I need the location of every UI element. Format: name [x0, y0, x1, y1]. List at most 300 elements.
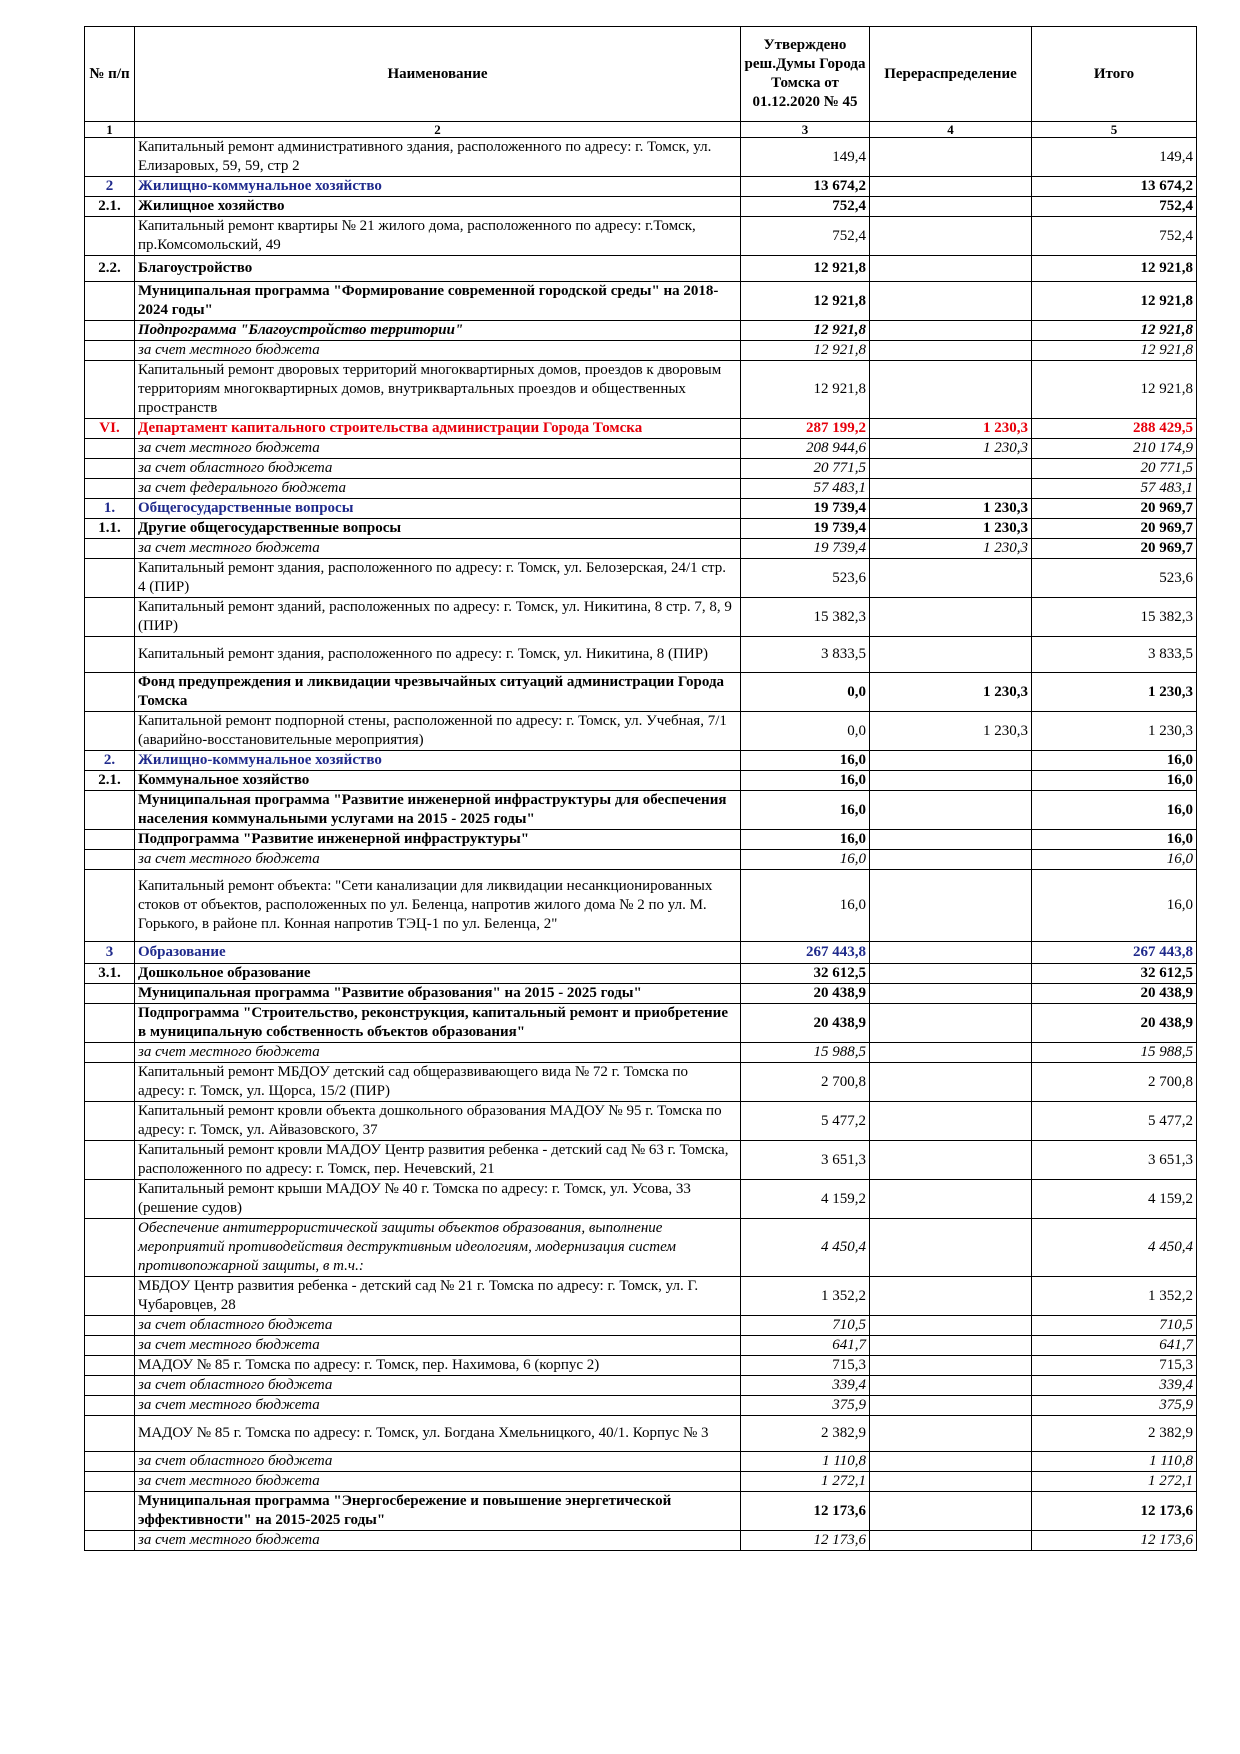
row-total: 5 477,2: [1032, 1102, 1197, 1141]
row-name: Капитальный ремонт дворовых территорий многоквартирных домов, проездов к дворовым территориям многоквартирных домов, внутриквартальных проездов и общественных пространств: [135, 361, 741, 419]
column-number: 1: [85, 122, 135, 138]
row-name: Капитальный ремонт кровли объекта дошкольного образования МАДОУ № 95 г. Томска по адресу: г. Томск, ул. Айвазовского, 37: [135, 1102, 741, 1141]
row-name: за счет местного бюджета: [135, 850, 741, 870]
row-redistribution: [870, 751, 1032, 771]
row-name: Муниципальная программа "Развитие образования" на 2015 - 2025 годы": [135, 984, 741, 1004]
row-total: 710,5: [1032, 1316, 1197, 1336]
row-name: за счет областного бюджета: [135, 1452, 741, 1472]
row-number: VI.: [85, 419, 135, 439]
table-row: [85, 1492, 1197, 1531]
row-number: [85, 439, 135, 459]
row-approved: 15 988,5: [741, 1043, 870, 1063]
row-number: [85, 1063, 135, 1102]
row-redistribution: [870, 1180, 1032, 1219]
row-redistribution: 1 230,3: [870, 673, 1032, 712]
row-name: Капитальный ремонт крыши МАДОУ № 40 г. Томска по адресу: г. Томск, ул. Усова, 33 (решение судов): [135, 1180, 741, 1219]
row-name: за счет федерального бюджета: [135, 479, 741, 499]
row-number: 2.: [85, 751, 135, 771]
row-approved: 12 173,6: [741, 1492, 870, 1531]
column-number-row: [85, 122, 1197, 138]
row-approved: 2 382,9: [741, 1416, 870, 1452]
row-name: Капитальный ремонт здания, расположенного по адресу: г. Томск, ул. Белозерская, 24/1 стр. 4 (ПИР): [135, 559, 741, 598]
row-redistribution: 1 230,3: [870, 519, 1032, 539]
table-row: [85, 559, 1197, 598]
row-total: 2 700,8: [1032, 1063, 1197, 1102]
row-total: 15 382,3: [1032, 598, 1197, 637]
row-total: 1 272,1: [1032, 1472, 1197, 1492]
row-approved: 0,0: [741, 673, 870, 712]
row-name: Образование: [135, 942, 741, 964]
row-name: Муниципальная программа "Энергосбережение и повышение энергетической эффективности" на 2015-2025 годы": [135, 1492, 741, 1531]
row-total: 16,0: [1032, 870, 1197, 942]
row-redistribution: [870, 1472, 1032, 1492]
row-name: Благоустройство: [135, 256, 741, 282]
table-row: [85, 439, 1197, 459]
row-redistribution: [870, 870, 1032, 942]
row-approved: 12 921,8: [741, 321, 870, 341]
table-row: [85, 984, 1197, 1004]
row-redistribution: [870, 984, 1032, 1004]
row-approved: 641,7: [741, 1336, 870, 1356]
row-approved: 32 612,5: [741, 964, 870, 984]
row-number: [85, 1219, 135, 1277]
table-row: [85, 1336, 1197, 1356]
row-total: 4 450,4: [1032, 1219, 1197, 1277]
row-redistribution: [870, 1277, 1032, 1316]
row-number: [85, 1004, 135, 1043]
row-redistribution: [870, 321, 1032, 341]
row-name: за счет местного бюджета: [135, 1472, 741, 1492]
row-number: [85, 1376, 135, 1396]
row-number: [85, 673, 135, 712]
row-name: Подпрограмма "Строительство, реконструкция, капитальный ремонт и приобретение в муниципальную собственность объектов образования": [135, 1004, 741, 1043]
row-redistribution: [870, 942, 1032, 964]
row-approved: 19 739,4: [741, 499, 870, 519]
row-approved: 752,4: [741, 217, 870, 256]
row-redistribution: [870, 1356, 1032, 1376]
row-name: Другие общегосударственные вопросы: [135, 519, 741, 539]
table-row: [85, 256, 1197, 282]
table-row: [85, 321, 1197, 341]
row-number: [85, 1180, 135, 1219]
row-approved: 15 382,3: [741, 598, 870, 637]
row-total: 13 674,2: [1032, 177, 1197, 197]
row-total: 210 174,9: [1032, 439, 1197, 459]
row-name: Коммунальное хозяйство: [135, 771, 741, 791]
row-redistribution: [870, 1316, 1032, 1336]
row-redistribution: [870, 217, 1032, 256]
row-approved: 20 438,9: [741, 1004, 870, 1043]
row-number: [85, 559, 135, 598]
header-total: Итого: [1032, 27, 1197, 122]
row-name: Подпрограмма "Развитие инженерной инфраструктуры": [135, 830, 741, 850]
row-redistribution: [870, 1043, 1032, 1063]
row-total: 16,0: [1032, 830, 1197, 850]
row-approved: 2 700,8: [741, 1063, 870, 1102]
row-total: 1 230,3: [1032, 712, 1197, 751]
row-number: [85, 830, 135, 850]
row-number: [85, 1356, 135, 1376]
row-redistribution: [870, 1141, 1032, 1180]
row-redistribution: [870, 361, 1032, 419]
row-approved: 523,6: [741, 559, 870, 598]
table-row: [85, 1141, 1197, 1180]
header-number: № п/п: [85, 27, 135, 122]
row-number: [85, 1452, 135, 1472]
row-total: 2 382,9: [1032, 1416, 1197, 1452]
row-number: [85, 217, 135, 256]
row-name: Капитальный ремонт объекта: "Сети канализации для ликвидации несанкционированных стоков от объектов, расположенных по ул. Беленца, напротив жилого дома № 2 по ул. М. Горького, в районе пл. Конная напротив ТЭЦ-1 по ул. Беленца, 2": [135, 870, 741, 942]
row-approved: 1 352,2: [741, 1277, 870, 1316]
row-approved: 752,4: [741, 197, 870, 217]
row-total: 20 969,7: [1032, 519, 1197, 539]
row-name: Департамент капитального строительства администрации Города Томска: [135, 419, 741, 439]
row-number: [85, 712, 135, 751]
table-row: [85, 1356, 1197, 1376]
row-approved: 4 159,2: [741, 1180, 870, 1219]
row-redistribution: 1 230,3: [870, 419, 1032, 439]
table-row: [85, 1004, 1197, 1043]
table-row: [85, 964, 1197, 984]
row-redistribution: [870, 256, 1032, 282]
row-total: 16,0: [1032, 771, 1197, 791]
row-total: 15 988,5: [1032, 1043, 1197, 1063]
row-name: Общегосударственные вопросы: [135, 499, 741, 519]
row-number: [85, 1416, 135, 1452]
row-approved: 208 944,6: [741, 439, 870, 459]
row-total: 1 110,8: [1032, 1452, 1197, 1472]
row-name: Жилищное хозяйство: [135, 197, 741, 217]
row-approved: 1 272,1: [741, 1472, 870, 1492]
column-number: 2: [135, 122, 741, 138]
row-number: [85, 361, 135, 419]
row-total: 20 771,5: [1032, 459, 1197, 479]
row-name: Капитальный ремонт здания, расположенного по адресу: г. Томск, ул. Никитина, 8 (ПИР): [135, 637, 741, 673]
row-total: 16,0: [1032, 751, 1197, 771]
row-number: [85, 1043, 135, 1063]
row-name: за счет областного бюджета: [135, 459, 741, 479]
table-row: [85, 942, 1197, 964]
row-number: [85, 870, 135, 942]
row-total: 752,4: [1032, 197, 1197, 217]
row-redistribution: [870, 1336, 1032, 1356]
row-approved: 16,0: [741, 850, 870, 870]
table-row: [85, 751, 1197, 771]
row-total: 20 438,9: [1032, 984, 1197, 1004]
column-number: 3: [741, 122, 870, 138]
row-name: Капитальный ремонт зданий, расположенных по адресу: г. Томск, ул. Никитина, 8 стр. 7, 8, 9 (ПИР): [135, 598, 741, 637]
row-number: 2: [85, 177, 135, 197]
row-approved: 16,0: [741, 870, 870, 942]
row-total: 57 483,1: [1032, 479, 1197, 499]
row-total: 12 921,8: [1032, 256, 1197, 282]
row-total: 12 173,6: [1032, 1492, 1197, 1531]
row-name: МАДОУ № 85 г. Томска по адресу: г. Томск, ул. Богдана Хмельницкого, 40/1. Корпус № 3: [135, 1416, 741, 1452]
row-approved: 12 921,8: [741, 256, 870, 282]
row-approved: 710,5: [741, 1316, 870, 1336]
row-redistribution: [870, 1376, 1032, 1396]
column-number: 5: [1032, 122, 1197, 138]
row-name: за счет областного бюджета: [135, 1316, 741, 1336]
table-row: [85, 637, 1197, 673]
row-total: 339,4: [1032, 1376, 1197, 1396]
row-redistribution: [870, 637, 1032, 673]
row-redistribution: [870, 197, 1032, 217]
row-number: [85, 1531, 135, 1551]
row-redistribution: [870, 1492, 1032, 1531]
row-number: [85, 341, 135, 361]
table-row: [85, 1396, 1197, 1416]
row-total: 288 429,5: [1032, 419, 1197, 439]
table-row: [85, 1277, 1197, 1316]
budget-table: [84, 26, 1197, 1551]
row-approved: 19 739,4: [741, 539, 870, 559]
row-total: 20 969,7: [1032, 539, 1197, 559]
row-number: [85, 479, 135, 499]
table-row: [85, 771, 1197, 791]
row-name: за счет местного бюджета: [135, 439, 741, 459]
table-body: [85, 138, 1197, 1551]
row-approved: 375,9: [741, 1396, 870, 1416]
row-redistribution: [870, 1416, 1032, 1452]
row-number: [85, 1102, 135, 1141]
row-number: [85, 321, 135, 341]
row-total: 715,3: [1032, 1356, 1197, 1376]
row-name: Капитальный ремонт кровли МАДОУ Центр развития ребенка - детский сад № 63 г. Томска, расположенного по адресу: г. Томск, пер. Нечевский, 21: [135, 1141, 741, 1180]
row-name: за счет местного бюджета: [135, 1531, 741, 1551]
row-number: [85, 598, 135, 637]
table-row: [85, 598, 1197, 637]
row-redistribution: 1 230,3: [870, 439, 1032, 459]
row-total: 267 443,8: [1032, 942, 1197, 964]
row-name: Обеспечение антитеррористической защиты объектов образования, выполнение мероприятий противодействия деструктивным идеологиям, модернизация систем противопожарной защиты, в т.ч.:: [135, 1219, 741, 1277]
table-row: [85, 870, 1197, 942]
row-approved: 339,4: [741, 1376, 870, 1396]
row-number: [85, 459, 135, 479]
row-redistribution: [870, 771, 1032, 791]
row-approved: 16,0: [741, 771, 870, 791]
table-row: [85, 850, 1197, 870]
table-row: [85, 1416, 1197, 1452]
row-approved: 19 739,4: [741, 519, 870, 539]
row-total: 12 173,6: [1032, 1531, 1197, 1551]
row-number: 3: [85, 942, 135, 964]
row-approved: 20 771,5: [741, 459, 870, 479]
row-name: Муниципальная программа "Формирование современной городской среды" на 2018-2024 годы": [135, 282, 741, 321]
budget-table-page: [84, 26, 1196, 1551]
row-number: 1.1.: [85, 519, 135, 539]
header-redistribution: Перераспределение: [870, 27, 1032, 122]
row-number: [85, 282, 135, 321]
table-row: [85, 1531, 1197, 1551]
row-number: [85, 1396, 135, 1416]
table-row: [85, 712, 1197, 751]
row-total: 149,4: [1032, 138, 1197, 177]
row-name: Подпрограмма "Благоустройство территории": [135, 321, 741, 341]
table-row: [85, 673, 1197, 712]
row-name: МАДОУ № 85 г. Томска по адресу: г. Томск, пер. Нахимова, 6 (корпус 2): [135, 1356, 741, 1376]
row-total: 12 921,8: [1032, 341, 1197, 361]
row-approved: 3 651,3: [741, 1141, 870, 1180]
row-total: 3 833,5: [1032, 637, 1197, 673]
row-total: 20 438,9: [1032, 1004, 1197, 1043]
table-row: [85, 1043, 1197, 1063]
row-redistribution: [870, 791, 1032, 830]
row-approved: 0,0: [741, 712, 870, 751]
row-redistribution: [870, 282, 1032, 321]
row-name: Капитальной ремонт подпорной стены, расположенной по адресу: г. Томск, ул. Учебная, 7/1 (аварийно-восстановительные мероприятия): [135, 712, 741, 751]
row-total: 523,6: [1032, 559, 1197, 598]
row-total: 375,9: [1032, 1396, 1197, 1416]
table-row: [85, 791, 1197, 830]
row-name: Фонд предупреждения и ликвидации чрезвычайных ситуаций администрации Города Томска: [135, 673, 741, 712]
table-row: [85, 1102, 1197, 1141]
table-row: [85, 539, 1197, 559]
row-name: за счет областного бюджета: [135, 1376, 741, 1396]
table-row: [85, 1219, 1197, 1277]
row-number: [85, 1141, 135, 1180]
row-redistribution: [870, 850, 1032, 870]
row-redistribution: [870, 177, 1032, 197]
table-row: [85, 479, 1197, 499]
row-number: [85, 984, 135, 1004]
row-name: Дошкольное образование: [135, 964, 741, 984]
row-approved: 5 477,2: [741, 1102, 870, 1141]
row-redistribution: [870, 830, 1032, 850]
row-redistribution: [870, 1063, 1032, 1102]
row-total: 3 651,3: [1032, 1141, 1197, 1180]
table-row: [85, 1452, 1197, 1472]
row-redistribution: [870, 964, 1032, 984]
table-row: [85, 1376, 1197, 1396]
table-row: [85, 138, 1197, 177]
column-number: 4: [870, 122, 1032, 138]
row-name: за счет местного бюджета: [135, 539, 741, 559]
row-approved: 12 921,8: [741, 361, 870, 419]
row-total: 1 352,2: [1032, 1277, 1197, 1316]
table-row: [85, 217, 1197, 256]
row-approved: 287 199,2: [741, 419, 870, 439]
row-redistribution: [870, 559, 1032, 598]
row-redistribution: [870, 598, 1032, 637]
row-total: 32 612,5: [1032, 964, 1197, 984]
table-row: [85, 197, 1197, 217]
row-approved: 3 833,5: [741, 637, 870, 673]
header-approved: Утверждено реш.Думы Города Томска от 01.12.2020 № 45: [741, 27, 870, 122]
row-redistribution: [870, 138, 1032, 177]
row-approved: 16,0: [741, 791, 870, 830]
row-approved: 149,4: [741, 138, 870, 177]
row-approved: 16,0: [741, 830, 870, 850]
table-row: [85, 1063, 1197, 1102]
row-approved: 12 173,6: [741, 1531, 870, 1551]
row-number: [85, 539, 135, 559]
row-approved: 16,0: [741, 751, 870, 771]
row-total: 641,7: [1032, 1336, 1197, 1356]
row-approved: 1 110,8: [741, 1452, 870, 1472]
row-approved: 57 483,1: [741, 479, 870, 499]
row-approved: 13 674,2: [741, 177, 870, 197]
table-row: [85, 519, 1197, 539]
table-row: [85, 499, 1197, 519]
row-total: 1 230,3: [1032, 673, 1197, 712]
table-row: [85, 1316, 1197, 1336]
row-number: [85, 1492, 135, 1531]
row-redistribution: [870, 1452, 1032, 1472]
row-redistribution: [870, 479, 1032, 499]
row-name: за счет местного бюджета: [135, 1336, 741, 1356]
table-row: [85, 1180, 1197, 1219]
row-number: [85, 791, 135, 830]
row-number: 3.1.: [85, 964, 135, 984]
row-total: 12 921,8: [1032, 361, 1197, 419]
row-redistribution: 1 230,3: [870, 712, 1032, 751]
row-number: 2.1.: [85, 197, 135, 217]
row-number: 2.2.: [85, 256, 135, 282]
row-total: 752,4: [1032, 217, 1197, 256]
row-name: за счет местного бюджета: [135, 1043, 741, 1063]
row-redistribution: [870, 459, 1032, 479]
row-number: 1.: [85, 499, 135, 519]
row-name: Жилищно-коммунальное хозяйство: [135, 177, 741, 197]
row-name: Жилищно-коммунальное хозяйство: [135, 751, 741, 771]
row-approved: 715,3: [741, 1356, 870, 1376]
table-row: [85, 361, 1197, 419]
row-approved: 12 921,8: [741, 282, 870, 321]
header-row: [85, 27, 1197, 122]
row-total: 20 969,7: [1032, 499, 1197, 519]
row-approved: 4 450,4: [741, 1219, 870, 1277]
table-row: [85, 1472, 1197, 1492]
row-name: МБДОУ Центр развития ребенка - детский сад № 21 г. Томска по адресу: г. Томск, ул. Г. Чубаровцев, 28: [135, 1277, 741, 1316]
row-number: [85, 1316, 135, 1336]
row-redistribution: [870, 1219, 1032, 1277]
row-name: Капитальный ремонт квартиры № 21 жилого дома, расположенного по адресу: г.Томск, пр.Комсомольский, 49: [135, 217, 741, 256]
table-row: [85, 459, 1197, 479]
row-redistribution: [870, 341, 1032, 361]
row-total: 16,0: [1032, 791, 1197, 830]
row-number: [85, 850, 135, 870]
row-redistribution: 1 230,3: [870, 539, 1032, 559]
row-number: [85, 1336, 135, 1356]
row-approved: 20 438,9: [741, 984, 870, 1004]
table-row: [85, 282, 1197, 321]
row-number: [85, 1277, 135, 1316]
row-name: Капитальный ремонт МБДОУ детский сад общеразвивающего вида № 72 г. Томска по адресу: г. Томск, ул. Щорса, 15/2 (ПИР): [135, 1063, 741, 1102]
row-total: 12 921,8: [1032, 321, 1197, 341]
row-approved: 12 921,8: [741, 341, 870, 361]
row-name: за счет местного бюджета: [135, 341, 741, 361]
row-number: 2.1.: [85, 771, 135, 791]
row-redistribution: [870, 1004, 1032, 1043]
row-name: Капитальный ремонт административного здания, расположенного по адресу: г. Томск, ул. Елизаровых, 59, 59, стр 2: [135, 138, 741, 177]
row-total: 16,0: [1032, 850, 1197, 870]
table-row: [85, 177, 1197, 197]
row-redistribution: [870, 1102, 1032, 1141]
row-approved: 267 443,8: [741, 942, 870, 964]
row-redistribution: [870, 1396, 1032, 1416]
row-total: 4 159,2: [1032, 1180, 1197, 1219]
table-row: [85, 830, 1197, 850]
row-total: 12 921,8: [1032, 282, 1197, 321]
row-redistribution: [870, 1531, 1032, 1551]
row-name: Муниципальная программа "Развитие инженерной инфраструктуры для обеспечения населения коммунальными услугами на 2015 - 2025 годы": [135, 791, 741, 830]
header-name: Наименование: [135, 27, 741, 122]
row-redistribution: 1 230,3: [870, 499, 1032, 519]
row-number: [85, 138, 135, 177]
row-number: [85, 1472, 135, 1492]
table-row: [85, 341, 1197, 361]
